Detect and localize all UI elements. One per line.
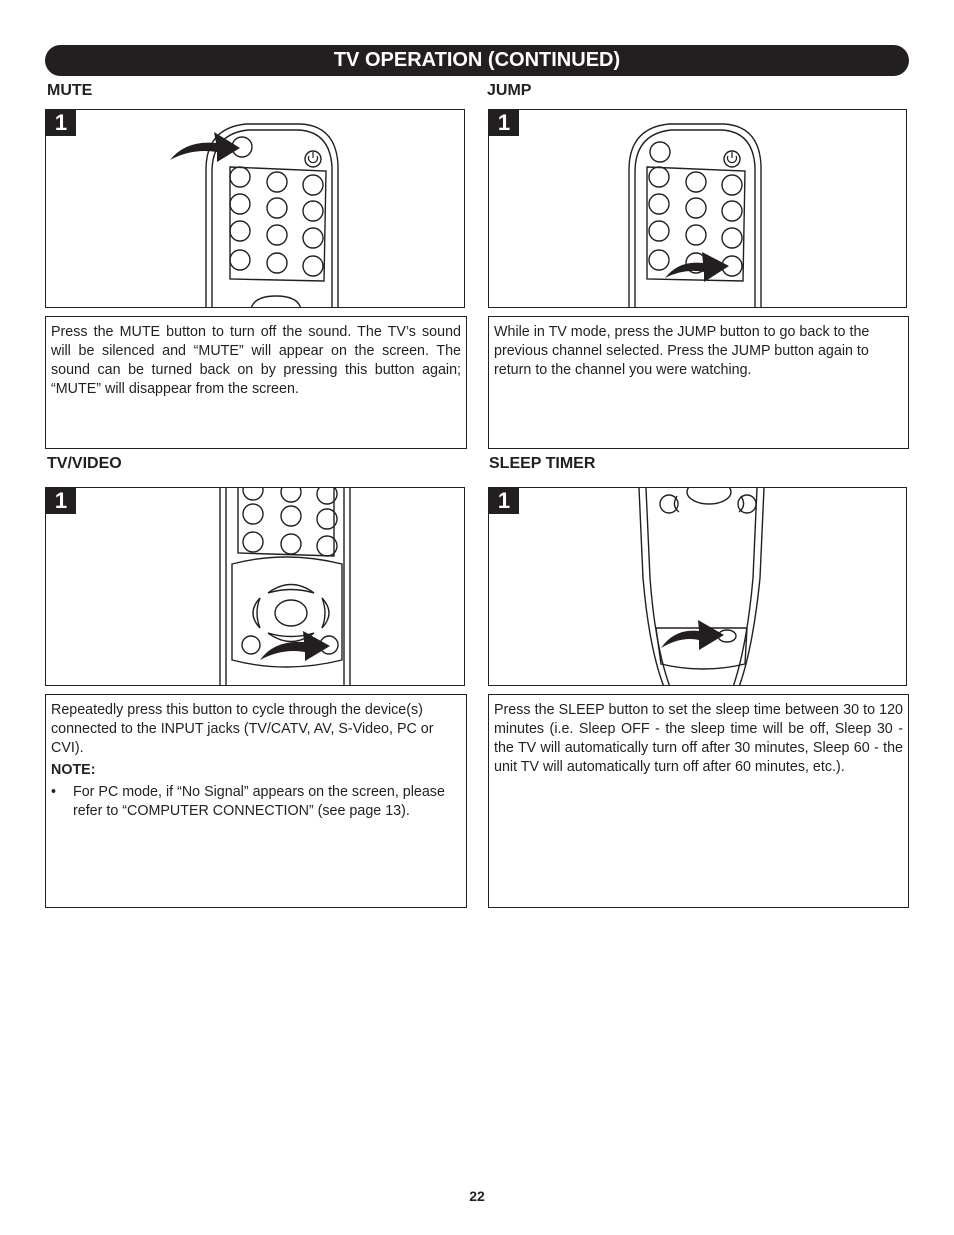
jump-description-box (488, 316, 909, 449)
pointer-arrow-icon (170, 132, 240, 162)
sleep-illustration (488, 487, 907, 686)
sleep-description-box (488, 694, 909, 908)
remote-illustration (46, 488, 465, 686)
jump-description: While in TV mode, press the JUMP button to go back to the previous channel selected. Press the JUMP button again to return to the channel you were watching. (494, 324, 870, 378)
pointer-arrow-icon (665, 252, 729, 282)
sleep-heading: SLEEP TIMER (489, 455, 596, 472)
sleep-description: Press the SLEEP button to set the sleep time between 30 to 120 minutes (i.e. Sleep OFF - the sleep time will be off, Sleep 30 - the TV will automatically turn off after 30 minutes, Sleep 60 - the unit TV will automatically turn off after 60 minutes, etc.). (494, 702, 903, 775)
mute-description-box (45, 316, 467, 449)
power-icon (728, 152, 737, 163)
jump-illustration (488, 109, 907, 308)
mute-illustration (45, 109, 465, 308)
page-title: TV OPERATION (CONTINUED) (45, 45, 909, 76)
power-icon (308, 152, 317, 163)
jump-step-number: 1 (489, 110, 519, 136)
mute-description: Press the MUTE button to turn off the sound. The TV’s sound will be silenced and “MUTE” will appear on the screen. The sound can be turned back on by pressing this button again; “MUTE” will disappear from the screen. (51, 324, 461, 397)
tvvideo-heading: TV/VIDEO (47, 455, 122, 472)
mute-step-number: 1 (46, 110, 76, 136)
remote-illustration (489, 110, 907, 308)
jump-heading: JUMP (487, 82, 532, 99)
tvvideo-description: Repeatedly press this button to cycle through the device(s) connected to the INPUT jacks (TV/CATV, AV, S-Video, PC or CVI). (51, 702, 434, 756)
tvvideo-description-box (45, 694, 467, 908)
note-list-item (51, 783, 461, 821)
note-label: NOTE: (51, 762, 96, 778)
remote-illustration (489, 488, 907, 686)
sleep-step-number: 1 (489, 488, 519, 514)
page-number: 22 (469, 1188, 485, 1204)
tvvideo-illustration (45, 487, 465, 686)
bullet-marker: • (51, 784, 57, 800)
remote-illustration (46, 110, 465, 308)
pointer-arrow-icon (661, 620, 724, 650)
mute-heading: MUTE (47, 82, 93, 99)
note-text: For PC mode, if “No Signal” appears on the screen, please refer to “COMPUTER CONNECTION” (see page 13). (73, 784, 445, 819)
tvvideo-step-number: 1 (46, 488, 76, 514)
